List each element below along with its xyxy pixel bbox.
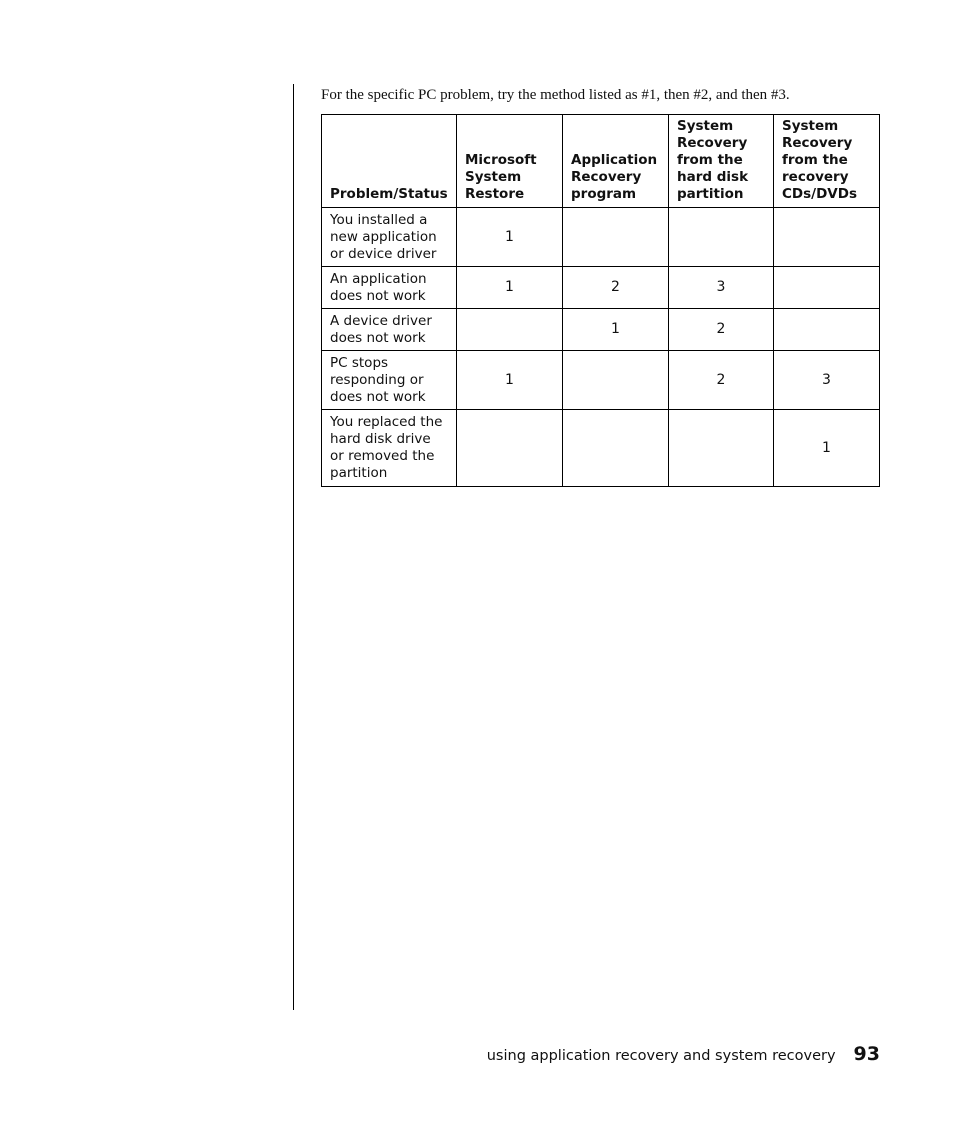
page-footer [487,1043,880,1065]
table-row [322,351,880,410]
problem-cell: You installed a new application or device driver [322,208,457,267]
table-row [322,410,880,487]
header-system-restore: Microsoft System Restore [457,115,563,208]
value-cell [563,208,669,267]
header-recovery-hard-disk: System Recovery from the hard disk partition [669,115,774,208]
value-cell: 1 [457,267,563,309]
header-problem-status: Problem/Status [322,115,457,208]
value-cell: 2 [669,309,774,351]
footer-chapter-title: using application recovery and system recovery [486,1048,836,1064]
value-cell [457,309,563,351]
problem-cell: A device driver does not work [322,309,457,351]
header-application-recovery: Application Recovery program [563,115,669,208]
value-cell [563,351,669,410]
value-cell: 1 [563,309,669,351]
recovery-method-table [321,114,880,487]
problem-cell: PC stops responding or does not work [322,351,457,410]
value-cell [563,410,669,487]
intro-text: For the specific PC problem, try the method listed as #1, then #2, and then #3. [321,87,790,103]
page-number: 93 [853,1043,880,1065]
table-header-row [322,115,880,208]
table-row [322,267,880,309]
value-cell: 1 [457,351,563,410]
value-cell: 3 [669,267,774,309]
margin-rule [293,84,294,1010]
value-cell [774,267,880,309]
value-cell: 1 [774,410,880,487]
value-cell [774,208,880,267]
problem-cell: An application does not work [322,267,457,309]
value-cell: 2 [563,267,669,309]
table-row [322,309,880,351]
problem-cell: You replaced the hard disk drive or removed the partition [322,410,457,487]
value-cell: 1 [457,208,563,267]
value-cell [669,208,774,267]
value-cell: 3 [774,351,880,410]
header-recovery-cds: System Recovery from the recovery CDs/DVDs [774,115,880,208]
value-cell [774,309,880,351]
value-cell [669,410,774,487]
value-cell: 2 [669,351,774,410]
value-cell [457,410,563,487]
table-row [322,208,880,267]
